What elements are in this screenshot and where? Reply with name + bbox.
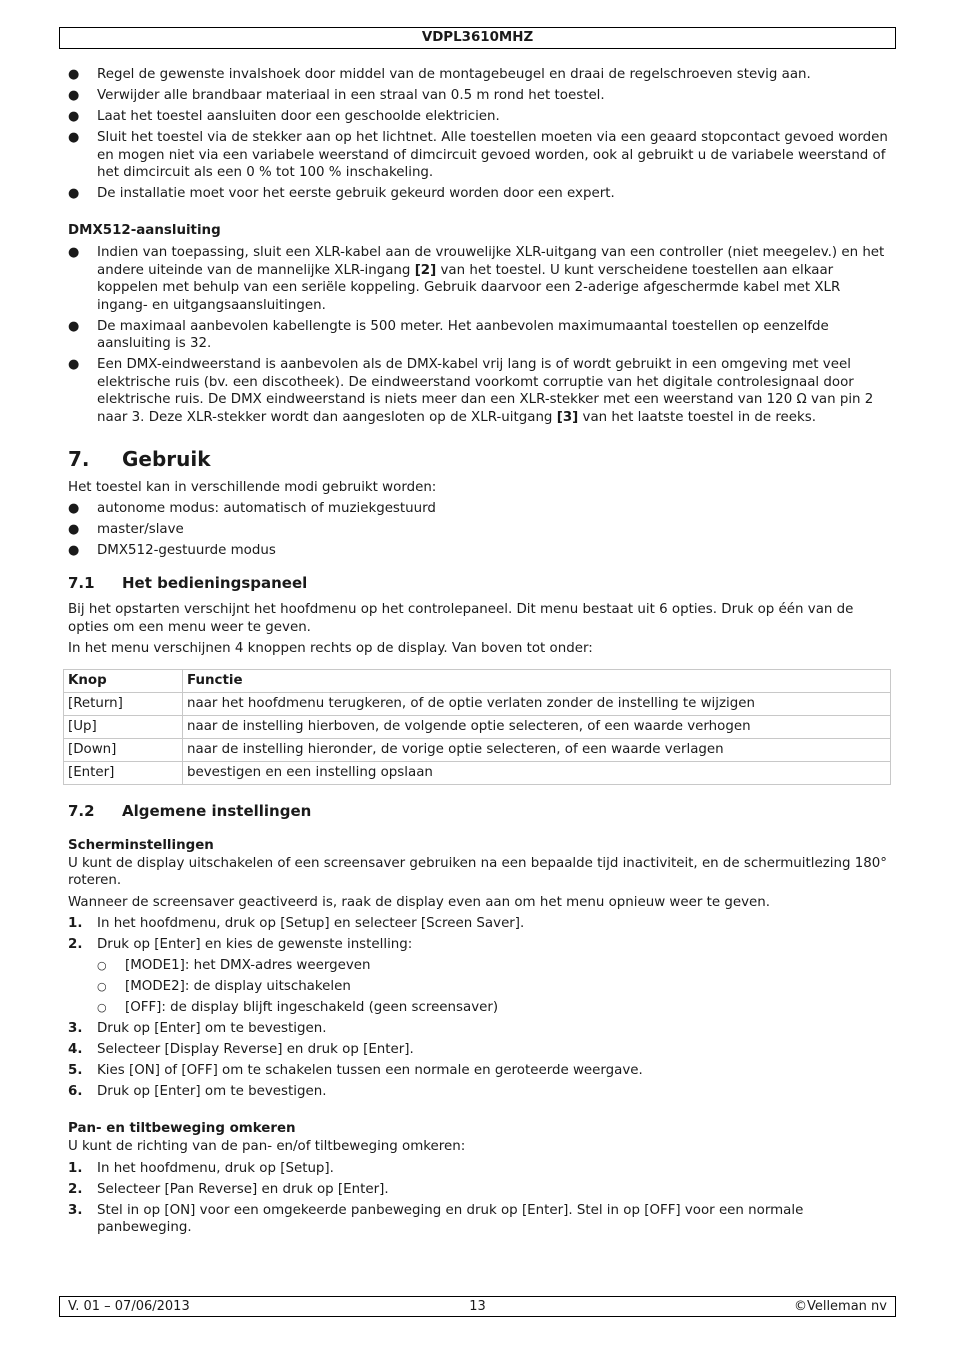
screen-options (68, 957, 888, 1017)
list-item: 4. Selecteer [Display Reverse] en druk op [Enter]. (68, 1042, 414, 1057)
bullet-icon: ● (68, 130, 80, 145)
bullet-icon: ● (68, 357, 80, 372)
pan-tilt-heading: Pan- en tiltbeweging omkeren (68, 1121, 296, 1136)
page-number: 13 (469, 1299, 486, 1314)
bullet-icon: ● (68, 543, 80, 558)
table-row: [Enter] bevestigen en een instelling opslaan (64, 761, 891, 784)
button-function-table (63, 669, 891, 785)
page-footer (59, 1296, 896, 1317)
section-7-1-heading: 7.1 Het bedieningspaneel (68, 574, 308, 592)
page-header (59, 27, 896, 49)
page-content (68, 66, 888, 1240)
list-item: 2. Druk op [Enter] en kies de gewenste instelling: (68, 937, 413, 952)
bullet-icon: ● (68, 522, 80, 537)
list-item: ● Regel de gewenste invalshoek door middel van de montagebeugel en draai de regelschroeven stevig aan. (68, 67, 811, 82)
list-item: ○ [OFF]: de display blijft ingeschakeld (geen screensaver) (97, 1000, 499, 1015)
list-item: 3. Druk op [Enter] om te bevestigen. (68, 1021, 327, 1036)
list-item: 1. In het hoofdmenu, druk op [Setup]. (68, 1160, 334, 1176)
paragraph: Bij het opstarten verschijnt het hoofdmenu op het controlepaneel. Dit menu bestaat uit 6 opties. Druk op één van de opties om een menu weer te geven. (68, 602, 854, 635)
bullet-icon: ● (68, 67, 80, 82)
table-header-row: Knop Functie (64, 669, 891, 692)
screen-steps (68, 915, 888, 954)
list-item: ● De installatie moet voor het eerste gebruik gekeurd worden door een expert. (68, 186, 615, 201)
list-item: 6. Druk op [Enter] om te bevestigen. (68, 1084, 327, 1099)
bullet-icon: ● (68, 318, 80, 334)
list-item: ● De maximaal aanbevolen kabellengte is 500 meter. Het aanbevolen maximumaantal toestellen op eenzelfde aansluiting is 32. (68, 318, 829, 351)
list-item: ● master/slave (68, 522, 184, 537)
bullet-icon: ● (68, 245, 80, 260)
list-item: 3. Stel in op [ON] voor een omgekeerde panbeweging en druk op [Enter]. Stel in op [OFF] voor een normale panbeweging. (68, 1202, 804, 1235)
section-7-intro: Het toestel kan in verschillende modi gebruikt worden: (68, 479, 437, 495)
section-7-heading: 7. Gebruik (68, 446, 211, 471)
installation-list (68, 66, 888, 203)
modes-list (68, 500, 888, 560)
table-row: [Down] naar de instelling hieronder, de vorige optie selecteren, of een waarde verlagen (64, 738, 891, 761)
screen-steps-continued (68, 1020, 888, 1101)
bullet-icon: ● (68, 88, 80, 103)
screen-settings-heading: Scherminstellingen (68, 837, 214, 853)
list-item: 2. Selecteer [Pan Reverse] en druk op [Enter]. (68, 1181, 389, 1197)
list-item: 1. In het hoofdmenu, druk op [Setup] en selecteer [Screen Saver]. (68, 916, 525, 931)
paragraph: U kunt de display uitschakelen of een screensaver gebruiken na een bepaalde tijd inactiviteit, en de schermuitlezing 180° roteren. (68, 855, 887, 888)
table-row: [Up] naar de instelling hierboven, de volgende optie selecteren, of een waarde verhogen (64, 715, 891, 738)
list-item: ● Verwijder alle brandbaar materiaal in een straal van 0.5 m rond het toestel. (68, 88, 605, 103)
circle-bullet-icon: ○ (97, 1001, 107, 1014)
copyright: ©Velleman nv (793, 1299, 887, 1314)
paragraph: Wanneer de screensaver geactiveerd is, raak de display even aan om het menu opnieuw weer te geven. (68, 894, 771, 910)
dmx-heading: DMX512-aansluiting (68, 223, 221, 238)
paragraph: In het menu verschijnen 4 knoppen rechts op de display. Van boven tot onder: (68, 641, 593, 656)
bullet-icon: ● (68, 109, 80, 124)
dmx-list (68, 244, 888, 426)
list-item: 5. Kies [ON] of [OFF] om te schakelen tussen een normale en geroteerde weergave. (68, 1063, 643, 1078)
paragraph: U kunt de richting van de pan- en/of tiltbeweging omkeren: (68, 1139, 466, 1154)
list-item: ● Laat het toestel aansluiten door een geschoolde elektricien. (68, 109, 500, 124)
list-item: ● Een DMX-eindweerstand is aanbevolen als de DMX-kabel vrij lang is of wordt gebruikt in een omgeving met veel elektrische ruis (bv. een discotheek). De eindweerstand voorkomt corruptie van het digitale controlesignaal door elektrische ruis. De DMX eindweerstand is niets meer dan een XLR-stekker met een weerstand van 120 Ω van pin 2 naar 3. Deze XLR-stekker wordt dan aangesloten op de XLR-uitgang [3] van het laatste toestel in de reeks. (68, 357, 874, 425)
table-row: [Return] naar het hoofdmenu terugkeren, of de optie verlaten zonder de instelling te wijzigen (64, 692, 891, 715)
circle-bullet-icon: ○ (97, 980, 107, 993)
model-name: VDPL3610MHZ (421, 30, 534, 45)
list-item: ○ [MODE2]: de display uitschakelen (97, 979, 351, 994)
list-item: ● Indien van toepassing, sluit een XLR-kabel aan de vrouwelijke XLR-uitgang van een controller (niet meegelev.) en het andere uiteinde van de mannelijke XLR-ingang [2] van het toestel. U kunt verscheidene toestellen aan elkaar koppelen met behulp van een seriële koppeling. Gebruik daarvoor een 2-aderige afgeschermde kabel met XLR ingang- en uitgangsaansluitingen. (68, 245, 885, 313)
bullet-icon: ● (68, 501, 80, 516)
circle-bullet-icon: ○ (97, 959, 107, 972)
list-item: ● autonome modus: automatisch of muziekgestuurd (68, 501, 436, 516)
list-item: ● Sluit het toestel via de stekker aan op het lichtnet. Alle toestellen moeten via een geaard stopcontact gevoed worden en mogen niet via een variabele weerstand of dimcircuit gevoed worden, ook al gebruikt u de variabele weerstand of het dimcircuit als een 0 % tot 100 % inschakeling. (68, 130, 888, 180)
pan-tilt-steps (68, 1160, 888, 1237)
list-item: ○ [MODE1]: het DMX-adres weergeven (97, 958, 371, 973)
list-item: ● DMX512-gestuurde modus (68, 543, 276, 558)
section-7-2-heading: 7.2 Algemene instellingen (68, 801, 312, 820)
bullet-icon: ● (68, 186, 80, 201)
version-date: V. 01 – 07/06/2013 (68, 1299, 190, 1314)
